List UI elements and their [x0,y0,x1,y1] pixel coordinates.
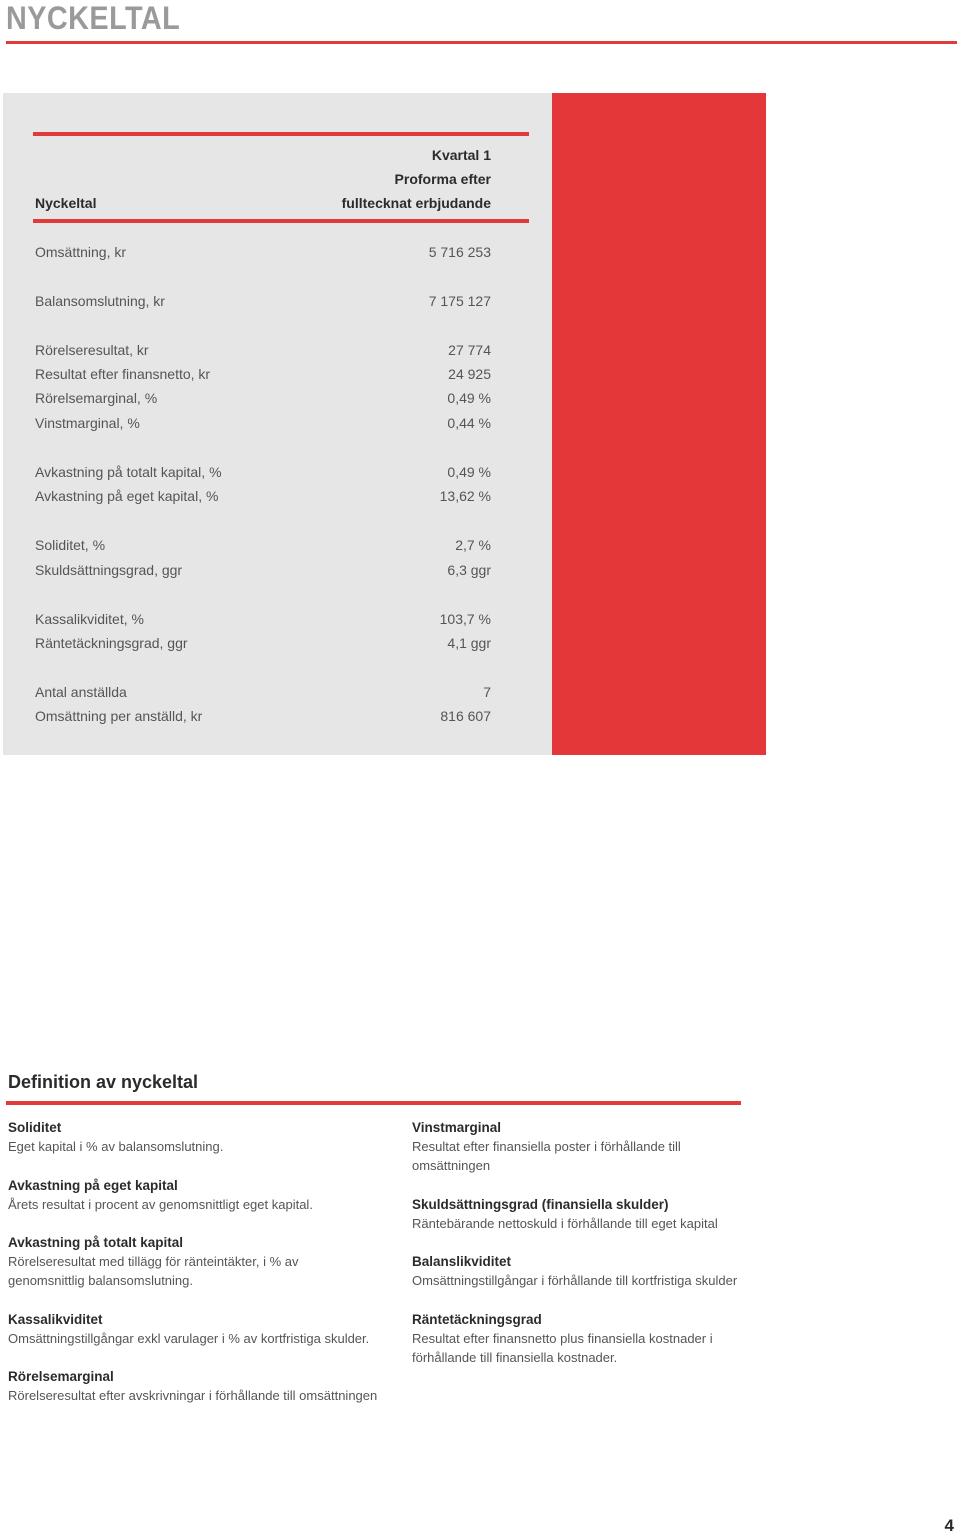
definition-term: Avkastning på eget kapital [8,1178,178,1193]
red-decorative-panel [552,93,766,755]
definition-term: Vinstmarginal [412,1120,502,1135]
definition-item [412,1118,757,1175]
table-row [35,415,491,435]
definition-item [8,1367,398,1405]
definition-item [412,1252,757,1290]
definition-item [8,1176,398,1214]
row-label: Antal anställda [35,684,127,700]
definition-text: Resultat efter finansnetto plus finansiella kostnader i [412,1331,713,1346]
row-value: 4,1 ggr [447,635,491,651]
page-number: 4 [944,1516,954,1535]
table-header-rule [33,219,529,223]
row-label: Rörelsemarginal, % [35,390,158,406]
definitions-rule [6,1101,741,1105]
row-label: Avkastning på eget kapital, % [35,488,219,504]
definition-term: Soliditet [8,1120,62,1135]
row-label: Vinstmarginal, % [35,415,140,431]
row-value: 0,49 % [447,464,491,480]
table-top-rule [33,132,529,136]
definition-term: Balanslikviditet [412,1254,512,1269]
definition-term: Rörelsemarginal [8,1369,114,1384]
table-row [35,464,491,484]
definition-item [412,1310,757,1367]
definition-term: Skuldsättningsgrad (finansiella skulder) [412,1197,669,1212]
table-row [35,488,491,508]
row-value: 0,44 % [447,415,491,431]
row-value: 5 716 253 [428,244,491,260]
definitions-title: Definition av nyckeltal [8,1072,199,1092]
row-value: 24 925 [448,366,491,382]
definition-text: Eget kapital i % av balansomslutning. [8,1139,224,1154]
table-row [35,244,491,264]
definition-text: förhållande till finansiella kostnader. [412,1350,618,1365]
definition-term: Avkastning på totalt kapital [8,1235,184,1250]
row-value: 27 774 [448,342,491,358]
definition-term: Räntetäckningsgrad [412,1312,542,1327]
table-row [35,635,491,655]
definition-text: Räntebärande nettoskuld i förhållande till eget kapital [412,1216,718,1231]
definition-text: Rörelseresultat efter avskrivningar i förhållande till omsättningen [8,1388,378,1403]
row-label: Avkastning på totalt kapital, % [35,464,222,480]
row-value: 7 [483,684,491,700]
definition-text: Omsättningstillgångar exkl varulager i % av kortfristiga skulder. [8,1331,370,1346]
row-value: 2,7 % [455,537,491,553]
row-value: 0,49 % [447,390,491,406]
page-title: NYCKELTAL [6,0,181,36]
table-row [35,611,491,631]
definition-text: omsättningen [412,1158,491,1173]
definition-item [8,1118,398,1156]
table-row [35,708,491,728]
header-left: Nyckeltal [35,195,97,211]
row-label: Räntetäckningsgrad, ggr [35,635,188,651]
definition-item [8,1310,398,1348]
definition-text: genomsnittlig balansomslutning. [8,1273,193,1288]
row-label: Omsättning, kr [35,244,127,260]
row-value: 7 175 127 [428,293,491,309]
row-label: Skuldsättningsgrad, ggr [35,562,183,578]
header-right-line-2: Proforma efter [394,171,491,187]
row-label: Omsättning per anställd, kr [35,708,203,724]
header-right-line-1: Kvartal 1 [431,147,491,163]
row-value: 6,3 ggr [447,562,491,578]
title-divider [6,41,957,44]
definition-text: Resultat efter finansiella poster i förhållande till [412,1139,681,1154]
definition-text: Omsättningstillgångar i förhållande till kortfristiga skulder [412,1273,738,1288]
table-row [35,293,491,313]
definition-text: Årets resultat i procent av genomsnittligt eget kapital. [8,1197,313,1212]
row-label: Kassalikviditet, % [35,611,144,627]
row-value: 103,7 % [439,611,491,627]
table-row [35,684,491,704]
header-right-line-3: fulltecknat erbjudande [341,195,491,211]
table-row [35,537,491,557]
row-label: Balansomslutning, kr [35,293,165,309]
definition-term: Kassalikviditet [8,1312,103,1327]
row-label: Soliditet, % [35,537,106,553]
row-value: 816 607 [440,708,491,724]
definition-text: Rörelseresultat med tillägg för ränteintäkter, i % av [8,1254,299,1269]
definition-item [412,1195,757,1233]
row-label: Resultat efter finansnetto, kr [35,366,211,382]
row-label: Rörelseresultat, kr [35,342,149,358]
row-value: 13,62 % [439,488,491,504]
table-row [35,342,491,362]
table-row [35,366,491,386]
table-row [35,390,491,410]
definition-item [8,1233,398,1290]
table-row [35,562,491,582]
